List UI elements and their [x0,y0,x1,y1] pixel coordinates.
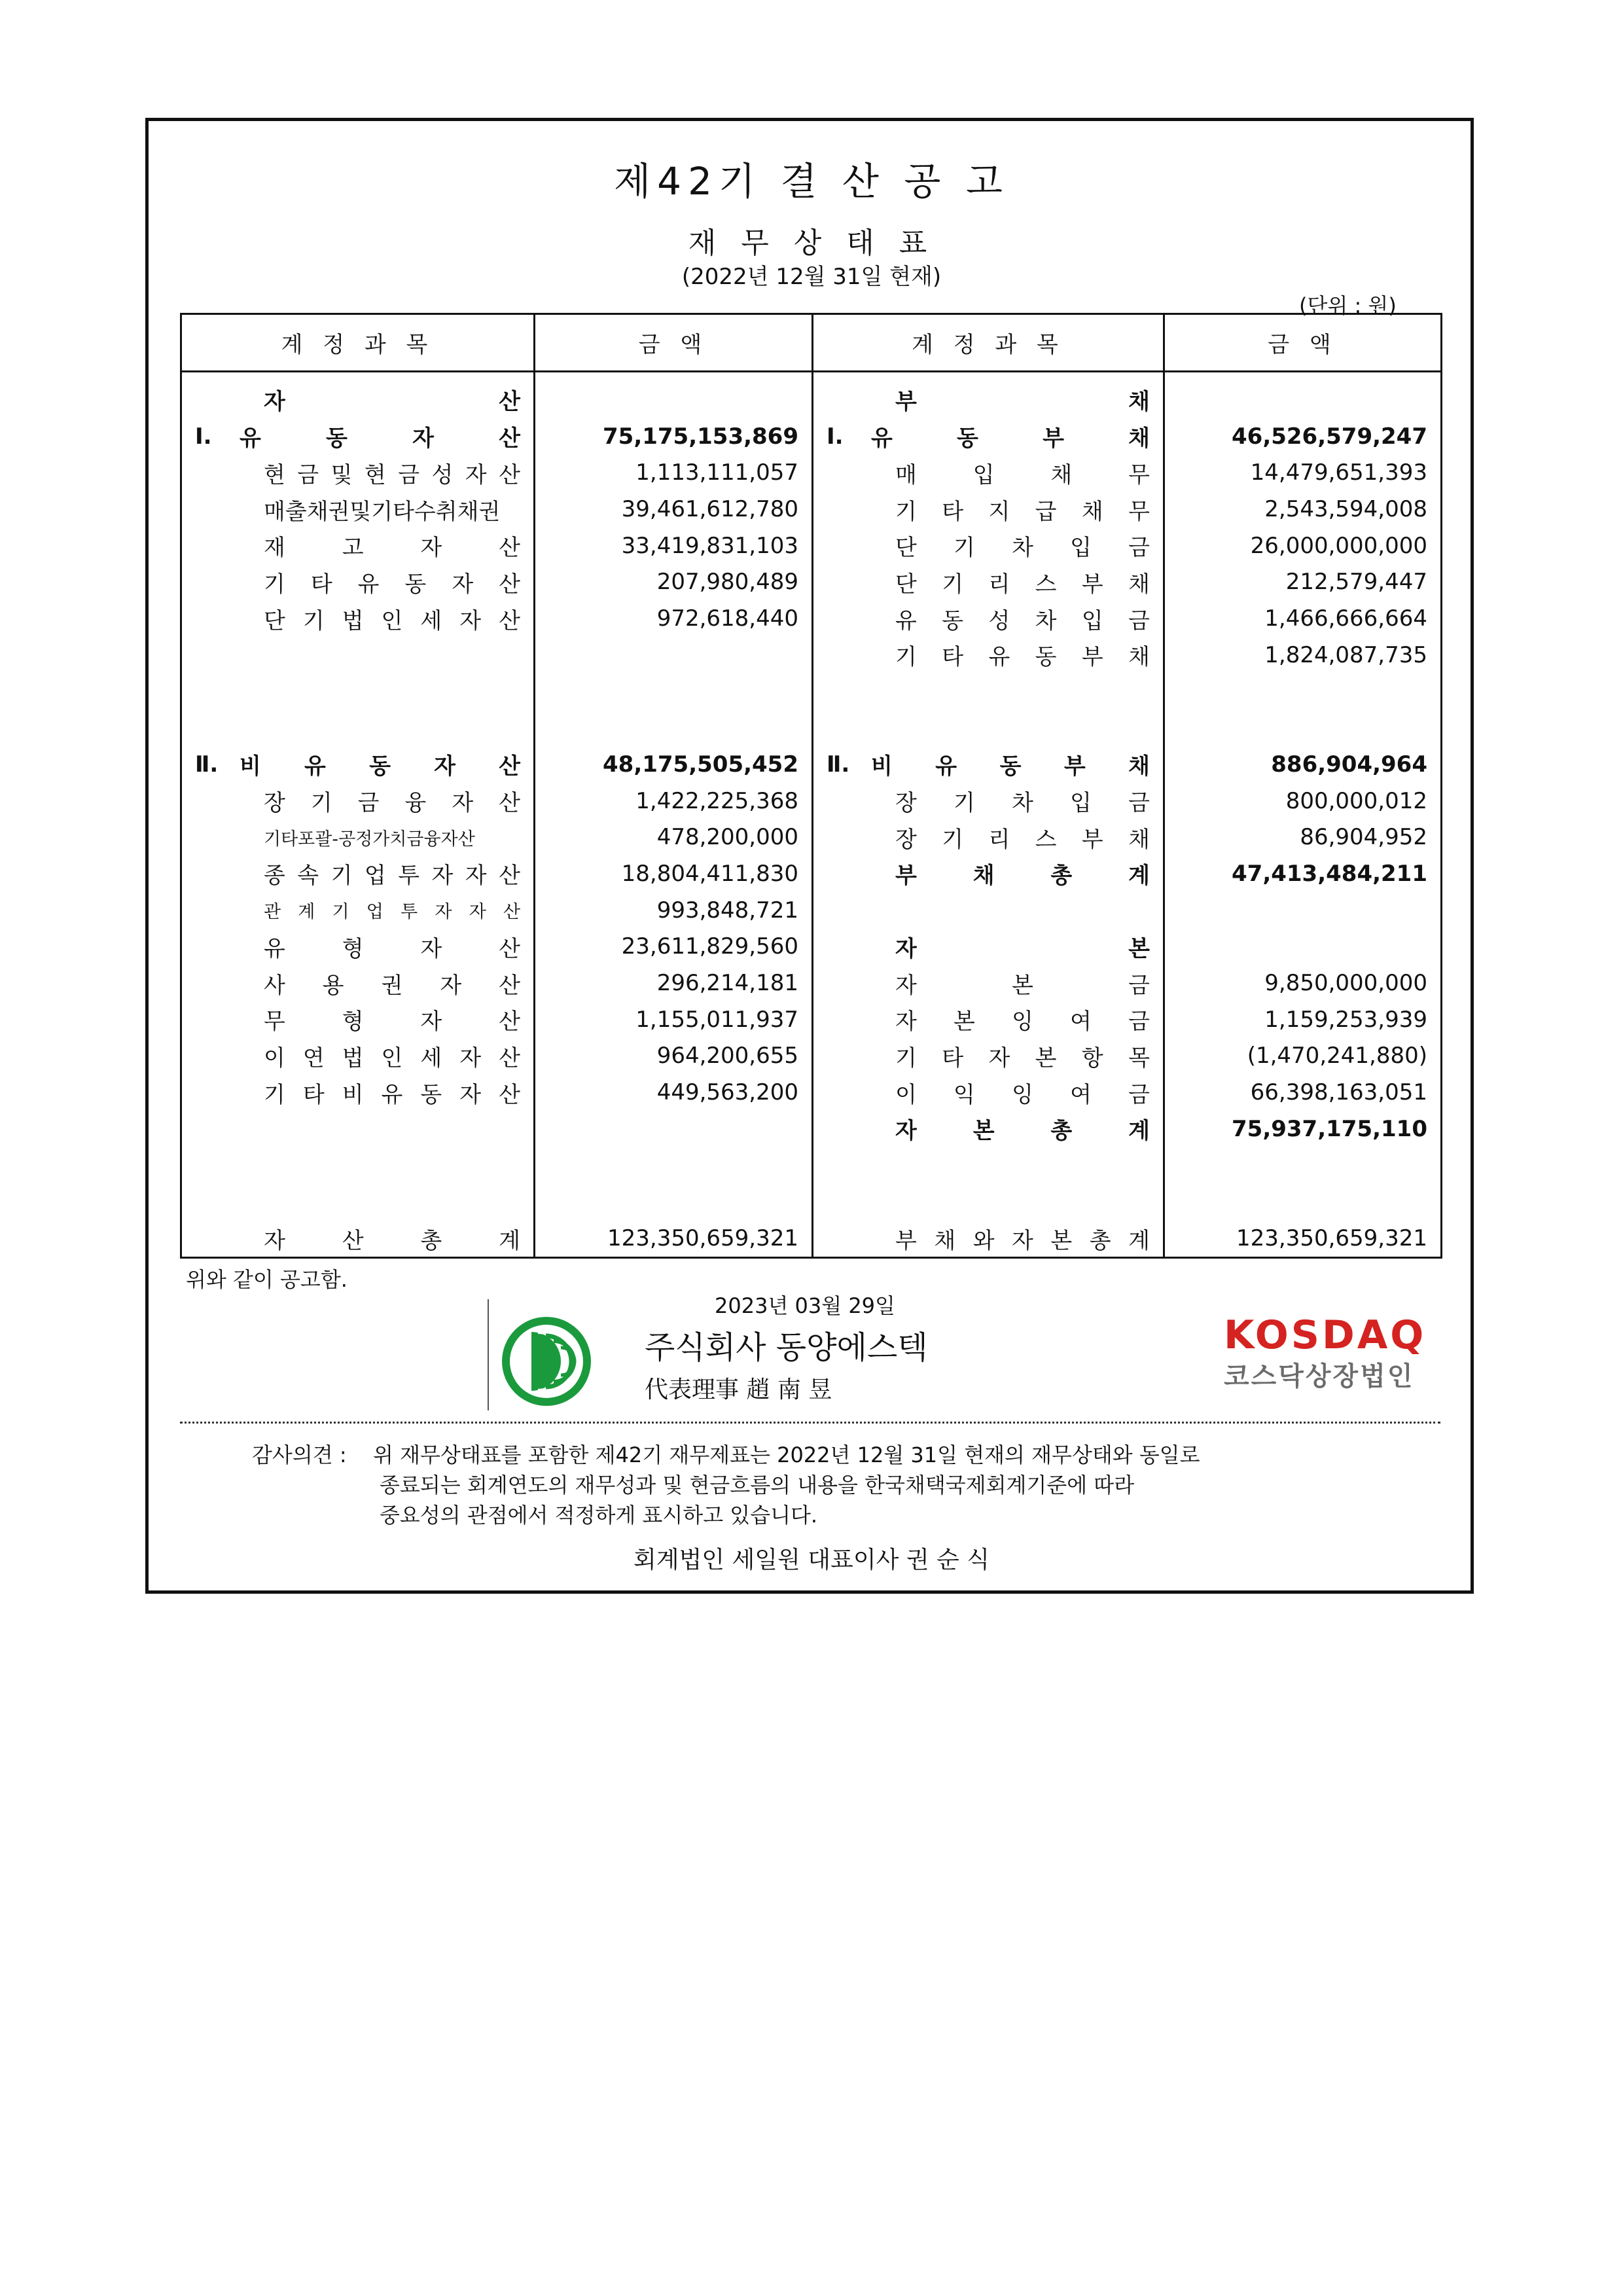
left-amount-cell [535,1147,813,1184]
right-account-cell [813,892,1164,929]
left-account-cell [181,892,535,929]
right-account-cell [813,783,1164,819]
right-account-cell [813,855,1164,892]
table-row [181,1074,1442,1111]
right-account-cell [813,372,1164,418]
right-account-cell [813,491,1164,528]
unit-label: (단위 : 원) [1299,293,1397,318]
right-amount-cell [1164,709,1442,746]
right-amount-cell: 1,159,253,939 [1164,1001,1442,1038]
left-account-cell [181,965,535,1001]
left-account-label: 종 속 기 업 투 자 자 산 [264,863,520,889]
right-amount-cell: 800,000,012 [1164,783,1442,819]
table-row [181,1001,1442,1038]
right-amount-cell [1164,1183,1442,1220]
table-row [181,783,1442,819]
left-account-label: 기타포괄-공정가치금융자산 [264,829,475,850]
right-account-cell [813,673,1164,710]
left-account-cell [181,637,535,673]
right-amount-cell: 886,904,964 [1164,746,1442,783]
left-amount-cell: 993,848,721 [535,892,813,929]
left-account-label: 비 유 동 자 산 [240,753,520,780]
representative-name: 代表理事 趙 南 昱 [645,1376,832,1403]
right-amount-cell: 86,904,952 [1164,819,1442,855]
header-account-left: 계 정 과 목 [181,314,535,372]
left-account-label: 사 용 권 자 산 [264,972,520,999]
audit-label: 감사의견 : [252,1443,347,1467]
right-account-label: 부 채 [895,389,1150,416]
left-account-label: 이 연 법 인 세 자 산 [264,1045,520,1071]
right-amount-cell: 123,350,659,321 [1164,1220,1442,1257]
table-row [181,564,1442,601]
audit-opinion [252,1440,1200,1530]
table-row [181,1147,1442,1184]
left-account-cell [181,1183,535,1220]
table-row [181,709,1442,746]
left-amount-cell: 449,563,200 [535,1074,813,1111]
left-account-cell [181,600,535,637]
table-row [181,929,1442,965]
right-account-label: 자 본 금 [895,972,1150,999]
left-account-label: 무 형 자 산 [264,1009,520,1035]
left-account-label: 자 산 총 계 [264,1227,520,1254]
left-amount-cell: 75,175,153,869 [535,418,813,455]
left-account-cell [181,783,535,819]
left-amount-cell: 1,155,011,937 [535,1001,813,1038]
left-amount-cell: 39,461,612,780 [535,491,813,528]
statement-date: (2022년 12월 31일 현재) [681,264,942,290]
right-account-cell [813,1038,1164,1075]
right-amount-cell [1164,372,1442,418]
right-account-label: 유 동 성 차 입 금 [895,607,1150,634]
right-account-cell [813,746,1164,783]
right-amount-cell: 66,398,163,051 [1164,1074,1442,1111]
left-account-label: 유 동 자 산 [240,425,520,452]
left-amount-cell: 972,618,440 [535,600,813,637]
left-section-number: Ⅱ. [195,751,219,778]
table-row [181,1220,1442,1257]
left-account-label: 유 형 자 산 [264,935,520,962]
auditor-signature: 회계법인 세일원 대표이사 권 순 식 [633,1547,990,1573]
kosdaq-logo [1224,1312,1427,1393]
left-amount-cell: 1,113,111,057 [535,455,813,492]
left-account-cell [181,1001,535,1038]
right-account-cell [813,455,1164,492]
signature-date: 2023년 03월 29일 [715,1293,895,1318]
table-row [181,1183,1442,1220]
table-row [181,855,1442,892]
left-amount-cell [535,673,813,710]
right-account-cell [813,965,1164,1001]
right-account-cell [813,1111,1164,1147]
right-account-label: 단 기 차 입 금 [895,535,1150,562]
right-account-label: 매 입 채 무 [895,461,1150,488]
right-amount-cell [1164,929,1442,965]
balance-sheet-table [180,313,1442,1259]
left-account-label: 현 금 및 현 금 성 자 산 [264,461,520,488]
left-account-label: 관 계 기 업 투 자 자 산 [264,902,520,923]
left-amount-cell: 48,175,505,452 [535,746,813,783]
right-account-cell [813,564,1164,601]
left-account-label: 단 기 법 인 세 자 산 [264,607,520,634]
right-account-label: 기 타 지 급 채 무 [895,498,1150,525]
right-section-number: Ⅰ. [827,423,844,450]
notice-note: 위와 같이 공고함. [186,1267,348,1292]
left-section-number: Ⅰ. [195,423,212,450]
left-account-cell [181,491,535,528]
right-account-label: 장 기 차 입 금 [895,790,1150,817]
right-account-label: 유 동 부 채 [871,425,1150,452]
left-account-cell [181,528,535,564]
right-amount-cell [1164,673,1442,710]
left-account-cell [181,709,535,746]
left-account-cell [181,1038,535,1075]
left-account-cell [181,564,535,601]
left-account-cell [181,855,535,892]
left-account-label: 기 타 유 동 자 산 [264,571,520,598]
table-row [181,819,1442,855]
left-account-cell [181,418,535,455]
right-amount-cell: (1,470,241,880) [1164,1038,1442,1075]
right-amount-cell: 14,479,651,393 [1164,455,1442,492]
statement-title: 재 무 상 태 표 [688,226,935,260]
right-account-label: 자 본 잉 여 금 [895,1009,1150,1035]
left-amount-cell: 1,422,225,368 [535,783,813,819]
left-amount-cell: 478,200,000 [535,819,813,855]
left-amount-cell [535,637,813,673]
header-account-right: 계 정 과 목 [813,314,1164,372]
right-account-cell [813,929,1164,965]
right-amount-cell: 26,000,000,000 [1164,528,1442,564]
table-row [181,1111,1442,1147]
right-account-cell [813,1220,1164,1257]
left-account-label: 매출채권및기타수취채권 [264,498,501,525]
header-amount-right: 금 액 [1164,314,1442,372]
left-account-cell [181,372,535,418]
right-account-label: 기 타 자 본 항 목 [895,1045,1150,1071]
table-row [181,491,1442,528]
right-account-cell [813,1001,1164,1038]
audit-text-line-2: 종료되는 회계연도의 재무성과 및 현금흐름의 내용을 한국채택국제회계기준에 따라 [380,1473,1135,1498]
table-row [181,1038,1442,1075]
left-amount-cell: 18,804,411,830 [535,855,813,892]
kosdaq-subtitle: 코스닥상장법인 [1224,1361,1415,1391]
right-amount-cell: 1,466,666,664 [1164,600,1442,637]
kosdaq-logo-text: KOSDAQ [1224,1312,1427,1358]
table-header-row [181,314,1442,372]
right-amount-cell: 46,526,579,247 [1164,418,1442,455]
table-row [181,892,1442,929]
left-account-cell [181,819,535,855]
audit-text-line-1: 위 재무상태표를 포함한 제42기 재무제표는 2022년 12월 31일 현재의 재무상태와 동일로 [373,1443,1200,1467]
left-amount-cell: 23,611,829,560 [535,929,813,965]
right-amount-cell: 212,579,447 [1164,564,1442,601]
right-amount-cell [1164,892,1442,929]
right-account-cell [813,709,1164,746]
left-amount-cell: 33,419,831,103 [535,528,813,564]
left-amount-cell [535,372,813,418]
left-account-label: 자 산 [264,389,520,416]
table-row [181,637,1442,673]
right-account-label: 이 익 잉 여 금 [895,1081,1150,1108]
right-amount-cell [1164,1147,1442,1184]
company-name: 주식회사 동양에스텍 [645,1329,928,1366]
right-account-cell [813,528,1164,564]
right-amount-cell: 2,543,594,008 [1164,491,1442,528]
left-account-label: 장 기 금 융 자 산 [264,790,520,817]
right-account-label: 부 채 와 자 본 총 계 [895,1227,1150,1254]
left-account-cell [181,746,535,783]
right-account-label: 부 채 총 계 [895,863,1150,889]
right-account-label: 자 본 [895,935,1150,962]
audit-text-line-3: 중요성의 관점에서 적정하게 표시하고 있습니다. [380,1503,818,1528]
divider [488,1299,489,1410]
right-amount-cell: 47,413,484,211 [1164,855,1442,892]
left-account-label: 기 타 비 유 동 자 산 [264,1081,520,1108]
left-amount-cell [535,1111,813,1147]
left-account-cell [181,929,535,965]
right-account-cell [813,819,1164,855]
table-row [181,965,1442,1001]
right-amount-cell: 9,850,000,000 [1164,965,1442,1001]
table-row [181,746,1442,783]
left-account-cell [181,1147,535,1184]
right-account-cell [813,1183,1164,1220]
left-account-cell [181,1111,535,1147]
left-account-cell [181,1074,535,1111]
left-amount-cell: 964,200,655 [535,1038,813,1075]
company-logo-icon [497,1312,596,1410]
right-account-label: 단 기 리 스 부 채 [895,571,1150,598]
right-account-cell [813,418,1164,455]
dotted-divider [180,1422,1440,1424]
right-account-cell [813,600,1164,637]
left-amount-cell: 296,214,181 [535,965,813,1001]
right-account-cell [813,1147,1164,1184]
right-account-cell [813,1074,1164,1111]
table-row [181,600,1442,637]
header-amount-left: 금 액 [535,314,813,372]
left-account-cell [181,673,535,710]
right-account-cell [813,637,1164,673]
right-account-label: 자 본 총 계 [895,1118,1150,1145]
right-account-label: 비 유 동 부 채 [871,753,1150,780]
table-row [181,673,1442,710]
left-account-cell [181,455,535,492]
right-account-label: 장 기 리 스 부 채 [895,826,1150,853]
right-amount-cell: 75,937,175,110 [1164,1111,1442,1147]
left-amount-cell: 207,980,489 [535,564,813,601]
left-account-label: 재 고 자 산 [264,535,520,562]
left-amount-cell [535,1183,813,1220]
left-amount-cell: 123,350,659,321 [535,1220,813,1257]
table-row [181,455,1442,492]
right-account-label: 기 타 유 동 부 채 [895,644,1150,671]
table-row [181,528,1442,564]
table-row [181,418,1442,455]
right-section-number: Ⅱ. [827,751,850,778]
left-amount-cell [535,709,813,746]
right-amount-cell: 1,824,087,735 [1164,637,1442,673]
left-account-cell [181,1220,535,1257]
notice-title: 제42기 결 산 공 고 [614,159,1009,204]
table-row [181,372,1442,418]
